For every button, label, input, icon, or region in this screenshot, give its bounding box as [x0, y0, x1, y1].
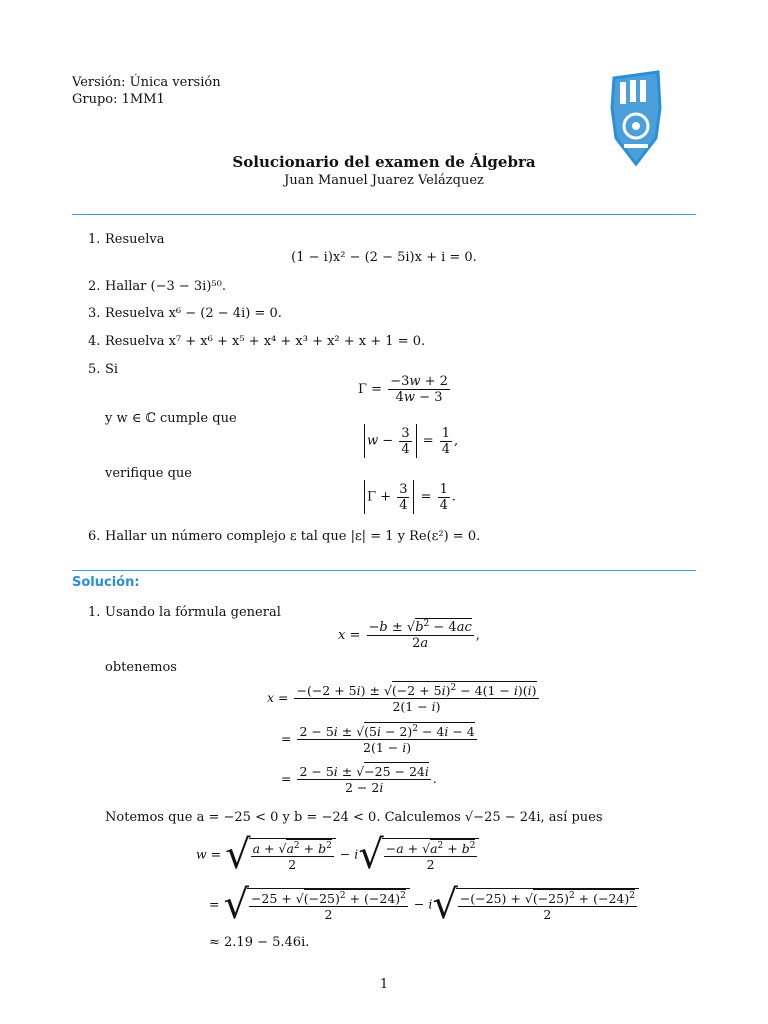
page-number: 1 — [379, 977, 389, 992]
w-approx: ≈ 2.19 − 5.46i. — [209, 935, 310, 950]
problem-6-num: 6. — [88, 529, 101, 544]
quadratic-formula: x = $\frac{-b \pm √b^2 - 4ac}{2a}$ , — [338, 619, 480, 651]
problem-4-num: 4. — [88, 334, 101, 349]
solution-divider — [72, 570, 696, 571]
doc-title: Solucionario del examen de Álgebra — [232, 153, 536, 171]
w-substitution: = √ $\frac{-25 + √(-25)^2 + (-24)^2}{2}$ − i√ $\frac{-(-25) + √(-25)^2 + (-24)^2}{2}$ — [209, 888, 639, 922]
problem-3-text: Resuelva x⁶ − (2 − 4i) = 0. — [105, 306, 282, 321]
solution-1-obtain: obtenemos — [105, 660, 177, 675]
problem-2-text: Hallar (−3 − 3i)⁵⁰. — [105, 279, 226, 294]
problem-5-w-condition: y w ∈ ℂ cumple que — [105, 411, 237, 426]
solution-heading: Solución: — [72, 575, 140, 590]
solution-step-3: = $\frac{2 - 5i \pm √-25 - 24i}{2 - 2i}$ . — [281, 764, 437, 795]
doc-author: Juan Manuel Juarez Velázquez — [284, 173, 484, 188]
gamma-condition-formula: Γ + $\frac{3}{4}$ = $\frac{1}{4}$ . — [362, 480, 456, 514]
w-condition-formula: w − $\frac{3}{4}$ = $\frac{1}{4}$ , — [362, 424, 458, 458]
problem-2-num: 2. — [88, 279, 101, 294]
group-line: Grupo: 1MM1 — [72, 92, 165, 107]
problem-6-text: Hallar un número complejo ε tal que |ε| = 1 y Re(ε²) = 0. — [105, 529, 481, 544]
version-line: Versión: Única versión — [72, 75, 221, 90]
solution-note: Notemos que a = −25 < 0 y b = −24 < 0. Calculemos √−25 − 24i, así pues — [105, 810, 603, 825]
problem-1-num: 1. — [88, 232, 101, 247]
solution-step-2: = $\frac{2 - 5i \pm √(5i - 2)^2 - 4i - 4}{2(1 - i)}$ — [281, 724, 475, 755]
problem-4-text: Resuelva x⁷ + x⁶ + x⁵ + x⁴ + x³ + x² + x + 1 = 0. — [105, 334, 426, 349]
top-divider — [72, 214, 696, 215]
problem-5-verify: verifique que — [105, 466, 192, 481]
solution-1-num: 1. — [88, 605, 101, 620]
solution-step-1: x = $\frac{-(-2 + 5i) \pm √(-2 + 5i)^2 - 4(1 - i)(i)}{2(1 - i)}$ — [267, 683, 537, 714]
w-expression: w = √ $\frac{a + √a^2 + b^2}{2}$ − i√ $\frac{-a + √a^2 + b^2}{2}$ — [196, 838, 479, 872]
solution-1-intro: Usando la fórmula general — [105, 605, 281, 620]
problem-5-num: 5. — [88, 362, 101, 377]
problem-5-text: Si — [105, 362, 119, 377]
problem-3-num: 3. — [88, 306, 101, 321]
problem-1-formula: (1 − i)x² − (2 − 5i)x + i = 0. — [291, 250, 477, 265]
gamma-definition: Γ = $\frac{-3w + 2}{4w - 3}$ — [358, 374, 448, 405]
problem-1-text: Resuelva — [105, 232, 165, 247]
